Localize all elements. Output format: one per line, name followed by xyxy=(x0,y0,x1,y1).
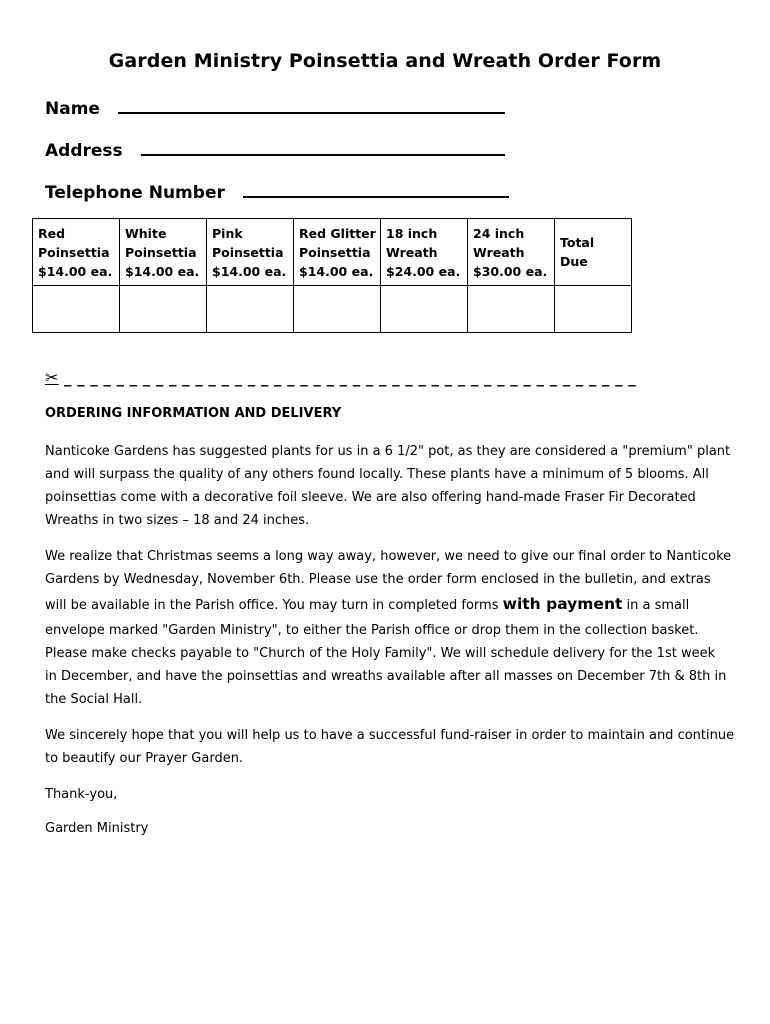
order-table-entry-row xyxy=(33,286,632,333)
name-input-line[interactable] xyxy=(118,96,505,114)
order-table-header-row xyxy=(33,219,632,286)
qty-pink-poinsettia-cell[interactable] xyxy=(207,286,294,333)
qty-18-inch-wreath-cell[interactable] xyxy=(381,286,468,333)
name-label: Name xyxy=(45,99,100,119)
qty-white-poinsettia-cell[interactable] xyxy=(120,286,207,333)
address-field xyxy=(45,138,505,161)
header-24-inch-wreath: 24 inch Wreath $30.00 ea. xyxy=(468,219,555,286)
qty-red-glitter-poinsettia-cell[interactable] xyxy=(294,286,381,333)
header-total-due: Total Due xyxy=(555,219,632,286)
name-field xyxy=(45,96,505,119)
closing-text: Thank-you, xyxy=(45,787,118,802)
telephone-input-line[interactable] xyxy=(243,180,509,198)
page-title: Garden Ministry Poinsettia and Wreath Order Form xyxy=(108,50,662,72)
paragraph-plants: Nanticoke Gardens has suggested plants for us in a 6 1/2" pot, as they are considered a "premium" plant and will surpass the quality of any others found locally. These plants have a minimum of 5 blooms. All poinsettias come with a decorative foil sleeve. We are also offering hand-made Fraser Fir Decorated Wreaths in two sizes – 18 and 24 inches. xyxy=(45,444,731,528)
header-18-inch-wreath: 18 inch Wreath $24.00 ea. xyxy=(381,219,468,286)
cut-line xyxy=(45,368,636,387)
qty-24-inch-wreath-cell[interactable] xyxy=(468,286,555,333)
paragraph-order-deadline: We realize that Christmas seems a long way away, however, we need to give our final order to Nanticoke Gardens by Wednesday, November 6th. Please use the order form enclosed in the bulletin, and extras will be available in the Parish office. You may turn in completed forms with payment in a small envelope marked "Garden Ministry", to either the Parish office or drop them in the collection basket. Please make checks payable to "Church of the Holy Family". We will schedule delivery for the 1st week in December, and have the poinsettias and wreaths available after all masses on December 7th & 8th in the Social Hall. xyxy=(45,549,732,707)
header-red-poinsettia: Red Poinsettia $14.00 ea. xyxy=(33,219,120,286)
address-label: Address xyxy=(45,141,123,161)
cut-dashes: _ _ _ _ _ _ _ _ _ _ _ _ _ _ _ _ _ _ _ _ _ _ _ _ _ _ _ _ _ _ _ _ _ _ _ _ _ _ _ _ _ _ _ _ xyxy=(64,369,636,387)
telephone-label: Telephone Number xyxy=(45,183,225,203)
qty-red-poinsettia-cell[interactable] xyxy=(33,286,120,333)
header-red-glitter-poinsettia: Red Glitter Poinsettia $14.00 ea. xyxy=(294,219,381,286)
header-white-poinsettia: White Poinsettia $14.00 ea. xyxy=(120,219,207,286)
with-payment-emphasis: with payment xyxy=(502,595,623,613)
header-pink-poinsettia: Pink Poinsettia $14.00 ea. xyxy=(207,219,294,286)
ordering-heading: ORDERING INFORMATION AND DELIVERY xyxy=(45,406,342,421)
address-input-line[interactable] xyxy=(141,138,505,156)
order-table xyxy=(32,218,632,333)
scissors-icon: ✂ xyxy=(45,368,59,387)
signature-text: Garden Ministry xyxy=(45,821,149,836)
total-due-cell[interactable] xyxy=(555,286,632,333)
paragraph-fundraiser: We sincerely hope that you will help us to have a successful fund-raiser in order to maintain and continue to beautify our Prayer Garden. xyxy=(45,728,735,766)
telephone-field xyxy=(45,180,509,203)
